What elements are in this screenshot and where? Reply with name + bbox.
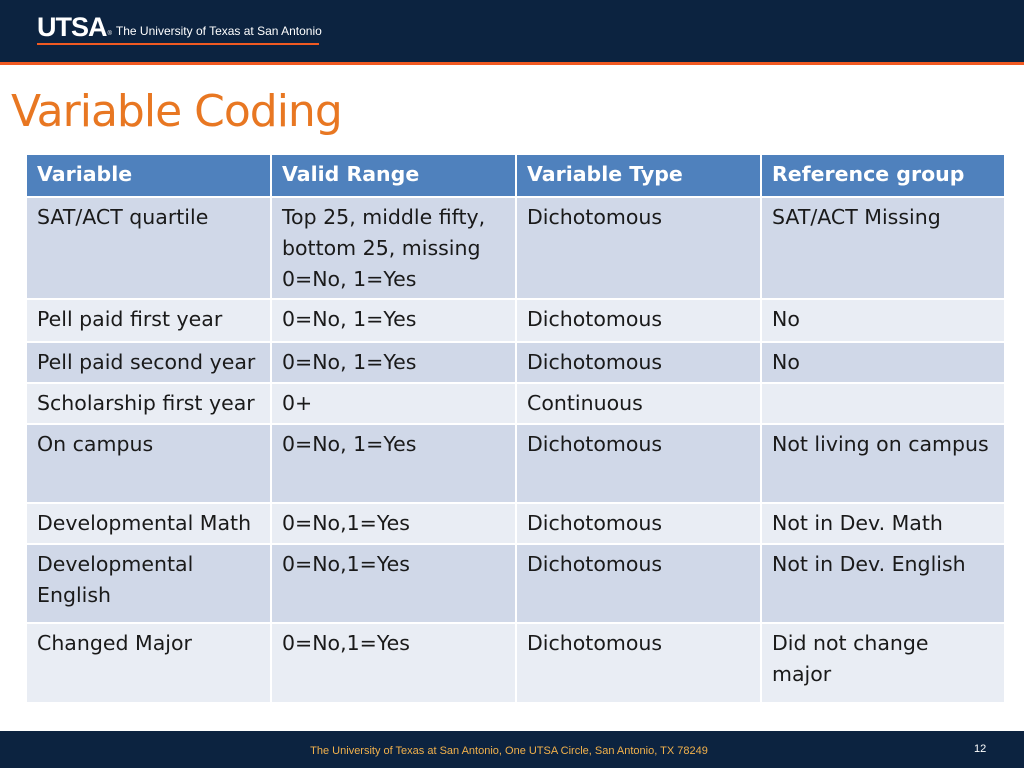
cell-variable: Pell paid second year	[26, 342, 271, 383]
university-name: The University of Texas at San Antonio	[115, 24, 322, 38]
footer-address: The University of Texas at San Antonio, One UTSA Circle, San Antonio, TX 78249	[310, 745, 708, 757]
cell-reference-group: Not living on campus	[761, 424, 1005, 503]
cell-variable: Changed Major	[26, 623, 271, 703]
cell-reference-group: No	[761, 299, 1005, 342]
logo-registered-mark: ®	[107, 31, 112, 37]
cell-reference-group: No	[761, 342, 1005, 383]
cell-variable-type: Dichotomous	[516, 544, 761, 623]
header-divider	[0, 62, 1024, 65]
cell-reference-group: Not in Dev. English	[761, 544, 1005, 623]
table-row	[26, 197, 1005, 299]
cell-valid-range: 0+	[271, 383, 516, 424]
slide-title: Variable Coding	[11, 86, 342, 137]
cell-valid-range: Top 25, middle fifty, bottom 25, missing 0=No, 1=Yes	[271, 197, 516, 299]
table-row	[26, 342, 1005, 383]
cell-variable: Developmental English	[26, 544, 271, 623]
cell-valid-range: 0=No, 1=Yes	[271, 424, 516, 503]
cell-valid-range: 0=No, 1=Yes	[271, 342, 516, 383]
header-valid-range: Valid Range	[271, 154, 516, 197]
header-reference-group: Reference group	[761, 154, 1005, 197]
table-row	[26, 299, 1005, 342]
cell-valid-range: 0=No,1=Yes	[271, 544, 516, 623]
table-row	[26, 383, 1005, 424]
cell-variable-type: Dichotomous	[516, 299, 761, 342]
cell-valid-range: 0=No, 1=Yes	[271, 299, 516, 342]
cell-valid-range: 0=No,1=Yes	[271, 623, 516, 703]
table-row	[26, 424, 1005, 503]
cell-variable-type: Dichotomous	[516, 342, 761, 383]
cell-reference-group	[761, 383, 1005, 424]
header-variable-type: Variable Type	[516, 154, 761, 197]
top-banner	[0, 0, 1024, 62]
logo-underline	[37, 43, 319, 45]
table-row	[26, 544, 1005, 623]
variable-coding-table	[25, 153, 1006, 704]
cell-variable-type: Dichotomous	[516, 623, 761, 703]
cell-variable: Developmental Math	[26, 503, 271, 544]
table-row	[26, 503, 1005, 544]
cell-variable-type: Dichotomous	[516, 424, 761, 503]
utsa-logo	[37, 12, 322, 42]
cell-reference-group: Not in Dev. Math	[761, 503, 1005, 544]
table-row	[26, 623, 1005, 703]
logo-mark: UTSA	[37, 12, 107, 42]
cell-variable: On campus	[26, 424, 271, 503]
cell-variable: Pell paid first year	[26, 299, 271, 342]
cell-reference-group: Did not change major	[761, 623, 1005, 703]
cell-reference-group: SAT/ACT Missing	[761, 197, 1005, 299]
table-header-row	[26, 154, 1005, 197]
cell-variable-type: Dichotomous	[516, 503, 761, 544]
page-number: 12	[974, 743, 987, 755]
cell-variable-type: Dichotomous	[516, 197, 761, 299]
header-variable: Variable	[26, 154, 271, 197]
cell-valid-range: 0=No,1=Yes	[271, 503, 516, 544]
cell-variable: Scholarship first year	[26, 383, 271, 424]
cell-variable-type: Continuous	[516, 383, 761, 424]
cell-variable: SAT/ACT quartile	[26, 197, 271, 299]
